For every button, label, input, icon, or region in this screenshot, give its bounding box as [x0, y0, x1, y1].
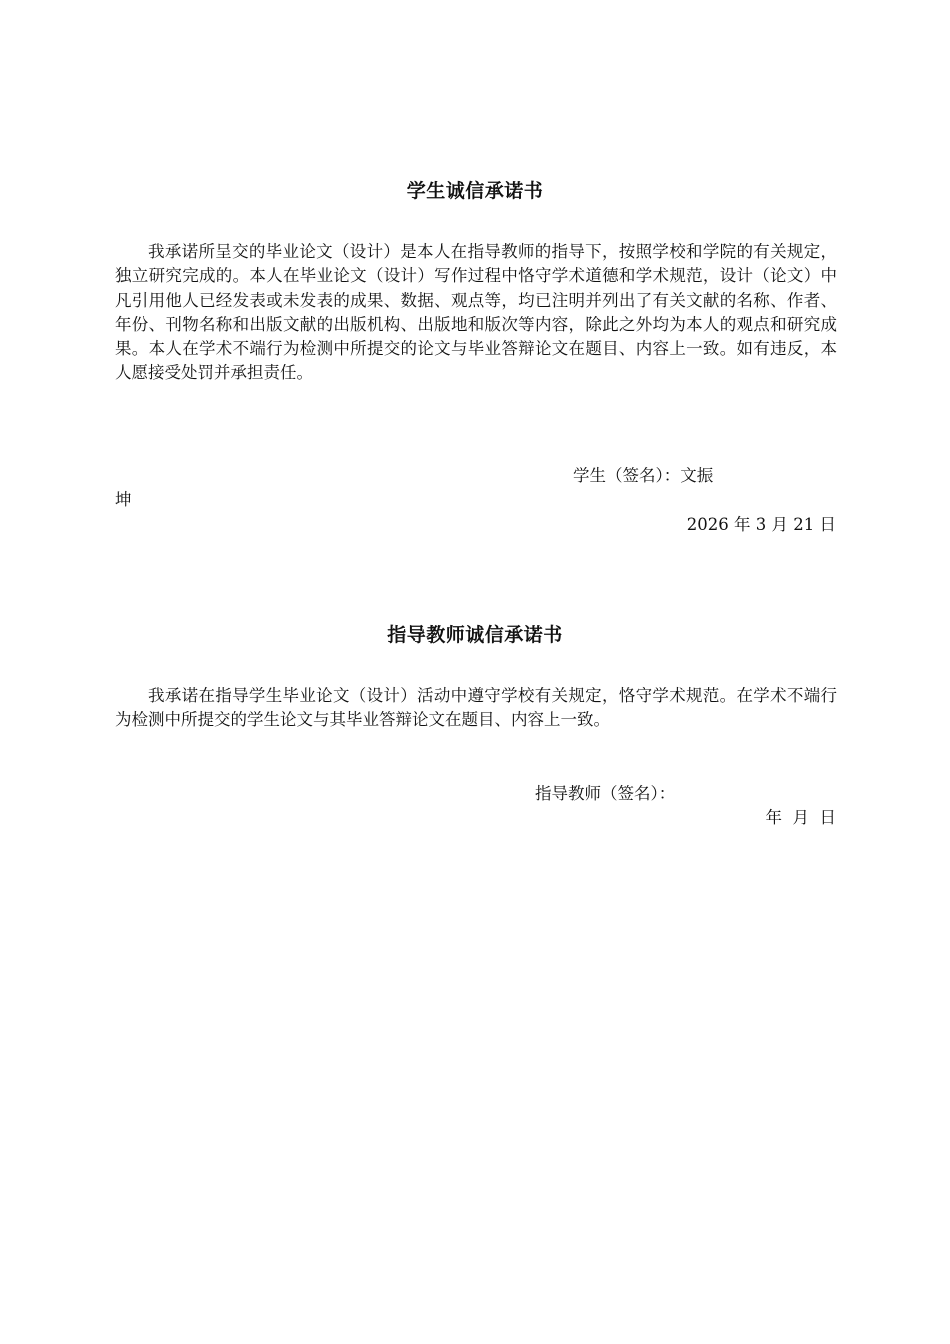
teacher-signature-label: 指导教师（签名）： — [535, 784, 676, 803]
student-signature-date: 2026 年 3 月 21 日 — [686, 515, 836, 534]
student-signature-wrap: 坤 — [115, 490, 132, 509]
student-signature-label: 学生（签名）：文振 — [573, 466, 714, 485]
student-pledge-title: 学生诚信承诺书 — [406, 180, 544, 202]
teacher-pledge-title: 指导教师诚信承诺书 — [387, 624, 563, 646]
teacher-pledge-body: 我承诺在指导学生毕业论文（设计）活动中遵守学校有关规定，恪守学术规范。在学术不端行为检测中所提交的学生论文与其毕业答辩论文在题目、内容上一致。 — [115, 686, 837, 730]
student-pledge-body: 我承诺所呈交的毕业论文（设计）是本人在指导教师的指导下，按照学校和学院的有关规定，独立研究完成的。本人在毕业论文（设计）写作过程中恪守学术道德和学术规范，设计（论文）中凡引用他人已经发表或未发表的成果、数据、观点等，均已注明并列出了有关文献的名称、作者、年份、刊物名称和出版文献的出版机构、出版地和版次等内容，除此之外均为本人的观点和研究成果。本人在学术不端行为检测中所提交的论文与毕业答辩论文在题目、内容上一致。如有违反，本人愿接受处罚并承担责任。 — [115, 242, 837, 383]
teacher-signature-date: 年 月 日 — [765, 808, 836, 827]
